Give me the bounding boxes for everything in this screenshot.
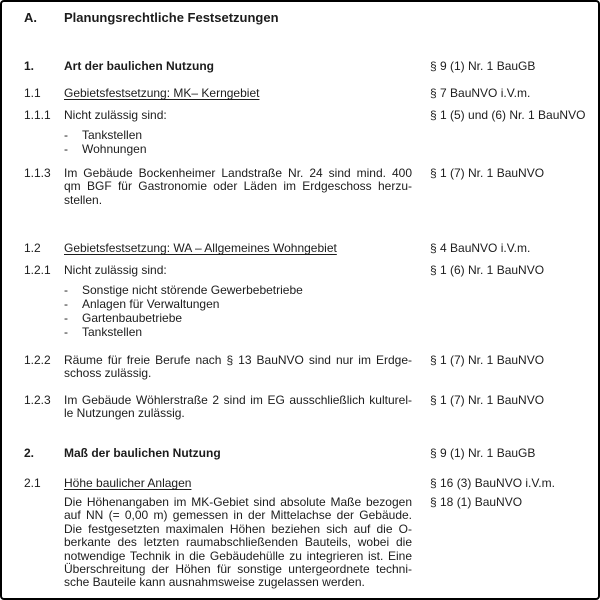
paragraph-line: notwendige Technik in die Gebäudehülle zu integrieren ist. Eine bbox=[64, 548, 412, 563]
list-item bbox=[64, 128, 412, 142]
section-number: 1.2.1 bbox=[24, 263, 51, 277]
legal-reference: § 7 BauNVO i.V.m. bbox=[430, 86, 531, 100]
list-item bbox=[64, 297, 412, 311]
paragraph-line: stellen. bbox=[64, 192, 103, 207]
paragraph-line: Die Höhenangaben im MK-Gebiet sind absolute Maße bezogen bbox=[64, 495, 412, 509]
bullet-list bbox=[64, 283, 412, 339]
section-number: 1.1.1 bbox=[24, 108, 51, 122]
legal-reference: § 1 (6) Nr. 1 BauNVO bbox=[430, 263, 545, 277]
document-title: Planungsrechtliche Festsetzungen bbox=[64, 10, 279, 25]
section-number: 2. bbox=[24, 446, 35, 460]
bullet-dash: - bbox=[64, 311, 68, 326]
document-title-number: A. bbox=[24, 10, 37, 25]
paragraph-line: le Nutzungen zulässig. bbox=[64, 406, 185, 421]
legal-reference: § 4 BauNVO i.V.m. bbox=[430, 241, 531, 255]
legal-reference: § 9 (1) Nr. 1 BauGB bbox=[430, 59, 536, 73]
section-number: 1.2 bbox=[24, 241, 41, 255]
paragraph-line: Die festgesetzten maximalen Höhen beziehen sich auf die O- bbox=[64, 521, 412, 536]
section-row-2-1-paragraph bbox=[24, 496, 596, 590]
section-heading: Maß der baulichen Nutzung bbox=[64, 446, 221, 460]
section-heading: Gebietsfestsetzung: MK– Kerngebiet bbox=[64, 86, 260, 100]
list-item bbox=[64, 311, 412, 325]
legal-reference: § 1 (7) Nr. 1 BauNVO bbox=[430, 393, 545, 407]
section-number: 2.1 bbox=[24, 476, 41, 490]
legal-reference: § 1 (7) Nr. 1 BauNVO bbox=[430, 166, 545, 180]
bullet-text: Sonstige nicht störende Gewerbebetriebe bbox=[82, 283, 303, 298]
list-item bbox=[64, 283, 412, 297]
section-number: 1.1 bbox=[24, 86, 41, 100]
bullet-list bbox=[64, 128, 412, 156]
section-row-2 bbox=[24, 447, 596, 460]
paragraph-line: sche Bauteile kann ausnahmsweise zugelassen werden. bbox=[64, 575, 365, 590]
paragraph-line: Nicht zulässig sind: bbox=[64, 108, 167, 122]
section-row-1-2-2 bbox=[24, 354, 596, 381]
section-number: 1. bbox=[24, 59, 35, 73]
bullet-dash: - bbox=[64, 128, 68, 143]
paragraph-line: schoss zulässig. bbox=[64, 366, 152, 381]
paragraph-line: Räume für freie Berufe nach § 13 BauNVO sind nur im Erdge- bbox=[64, 353, 412, 367]
section-row-1-1 bbox=[24, 87, 596, 100]
paragraph-line: auf NN (= 0,00 m) gemessen in der Mittelachse der Gebäude. bbox=[64, 508, 412, 523]
bullet-text: Tankstellen bbox=[82, 128, 143, 143]
paragraph-line: qm BGF für Gastronomie oder Läden im Erdgeschoss herzu- bbox=[64, 179, 412, 194]
section-row-1-1-3 bbox=[24, 167, 596, 207]
section-number: 1.2.2 bbox=[24, 353, 51, 367]
paragraph-line: Nicht zulässig sind: bbox=[64, 263, 167, 277]
section-row-1 bbox=[24, 60, 596, 73]
section-row-1-2 bbox=[24, 242, 596, 255]
paragraph-line: Im Gebäude Wöhlerstraße 2 sind im EG ausschließlich kulturel- bbox=[64, 393, 412, 407]
paragraph-line: Überschreitung der Höhen für sonstige untergeordnete techni- bbox=[64, 562, 412, 577]
section-row-1-2-3 bbox=[24, 394, 596, 421]
section-heading: Gebietsfestsetzung: WA – Allgemeines Wohngebiet bbox=[64, 241, 337, 255]
legal-reference: § 16 (3) BauNVO i.V.m. bbox=[430, 476, 555, 490]
section-row-2-1 bbox=[24, 477, 596, 490]
bullet-dash: - bbox=[64, 283, 68, 298]
paragraph-line: berkante des letzten raumabschließenden Bauteils, wobei die bbox=[64, 535, 412, 550]
legal-reference: § 1 (7) Nr. 1 BauNVO bbox=[430, 353, 545, 367]
bullet-text: Wohnungen bbox=[82, 142, 147, 157]
section-heading: Art der baulichen Nutzung bbox=[64, 59, 214, 73]
section-row-1-1-1 bbox=[24, 109, 596, 156]
bullet-text: Gartenbaubetriebe bbox=[82, 311, 183, 326]
legal-reference: § 9 (1) Nr. 1 BauGB bbox=[430, 446, 536, 460]
bullet-dash: - bbox=[64, 142, 68, 157]
section-heading: Höhe baulicher Anlagen bbox=[64, 476, 192, 490]
paragraph-line: Im Gebäude Bockenheimer Landstraße Nr. 24 sind mind. 400 bbox=[64, 166, 412, 180]
list-item bbox=[64, 142, 412, 156]
section-number: 1.1.3 bbox=[24, 166, 51, 180]
legal-reference: § 18 (1) BauNVO bbox=[430, 495, 523, 509]
bullet-text: Anlagen für Verwaltungen bbox=[82, 297, 220, 312]
document-title-row bbox=[24, 10, 596, 25]
legal-reference: § 1 (5) und (6) Nr. 1 BauNVO bbox=[430, 108, 586, 122]
section-number: 1.2.3 bbox=[24, 393, 51, 407]
bullet-text: Tankstellen bbox=[82, 325, 143, 340]
bullet-dash: - bbox=[64, 297, 68, 312]
bullet-dash: - bbox=[64, 325, 68, 340]
list-item bbox=[64, 325, 412, 339]
section-row-1-2-1 bbox=[24, 264, 596, 339]
